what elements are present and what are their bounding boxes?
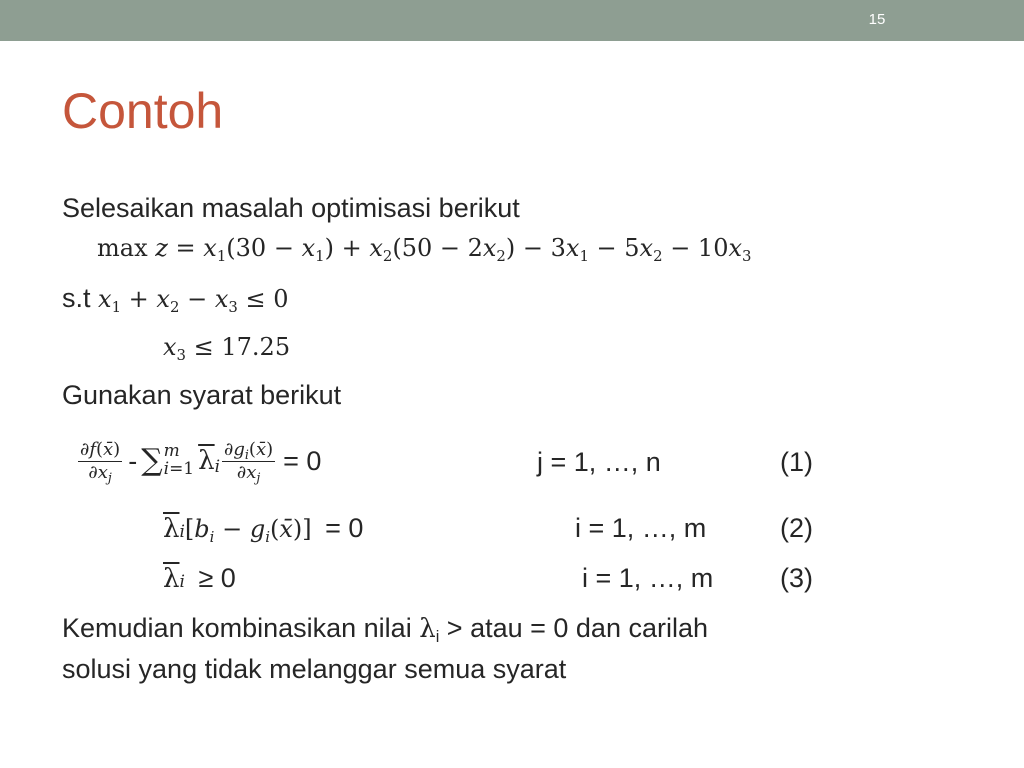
lambda-subscript: i [435, 627, 440, 646]
eq2-rhs: = 0 [325, 513, 364, 543]
conclusion-text-a: Kemudian kombinasikan nilai [62, 613, 420, 643]
eq2-tag: (2) [780, 513, 813, 543]
kkt-condition-2: $\overline{\lambda}i[b_i$ − $g_i(x̄)] = 0$ [163, 513, 364, 547]
summation-limits: m i=1 [163, 441, 195, 479]
conditions-intro: Gunakan syarat berikut [62, 380, 342, 410]
conclusion-text-b: > atau = 0 dan carilah [439, 613, 708, 643]
top-bar [0, 0, 1024, 41]
eq1-index: j = 1, …, n [537, 447, 661, 477]
slide-title: Contoh [62, 83, 224, 139]
objective-function: $\max z = x_1(30 - x_1) + x_2(50 - 2x_2) - 3x_1 - 5x_2 - 10x_3$ [97, 234, 752, 266]
constraint-1-expression: $x_1 + x_2 - x_3 \le 0$ [98, 285, 289, 317]
eq3-tag: (3) [780, 563, 813, 593]
constraint-2: $x_3 \le 17.25$ [163, 333, 291, 365]
conclusion-line-1 [62, 613, 708, 646]
eq2-index: i = 1, …, m [575, 513, 707, 543]
eq3-rhs: ≥ 0 [198, 563, 236, 593]
intro-text: Selesaikan masalah optimisasi berikut [62, 193, 520, 223]
conclusion-line-2: solusi yang tidak melanggar semua syarat [62, 654, 567, 684]
eq3-index: i = 1, …, m [582, 563, 714, 593]
eq1-rhs: = 0 [283, 445, 322, 476]
df-dx-fraction: $\frac{\partial f(x̄)}{\partial x_j}$ [80, 438, 121, 485]
summation-icon: ∑ [141, 443, 163, 478]
st-label: s.t [62, 283, 91, 313]
dg-dx-fraction: $\frac{\partial g_i(x̄)}{\partial x_j}$ [224, 438, 274, 485]
lambda-symbol: λ [419, 614, 436, 644]
kkt-condition-3: $\overline{\lambda}i \ge 0$ [163, 563, 236, 594]
slide-number: 15 [868, 11, 886, 28]
constraint-1 [62, 283, 289, 317]
kkt-condition-1: $\frac{\partial f(x̄)}{\partial x_j}$ - ∑ m i=1 $\overline{\lambda}$ i $\frac{\partial g_i(x̄)}{\partial x_j}$ = 0 [80, 438, 322, 485]
eq1-tag: (1) [780, 447, 813, 477]
